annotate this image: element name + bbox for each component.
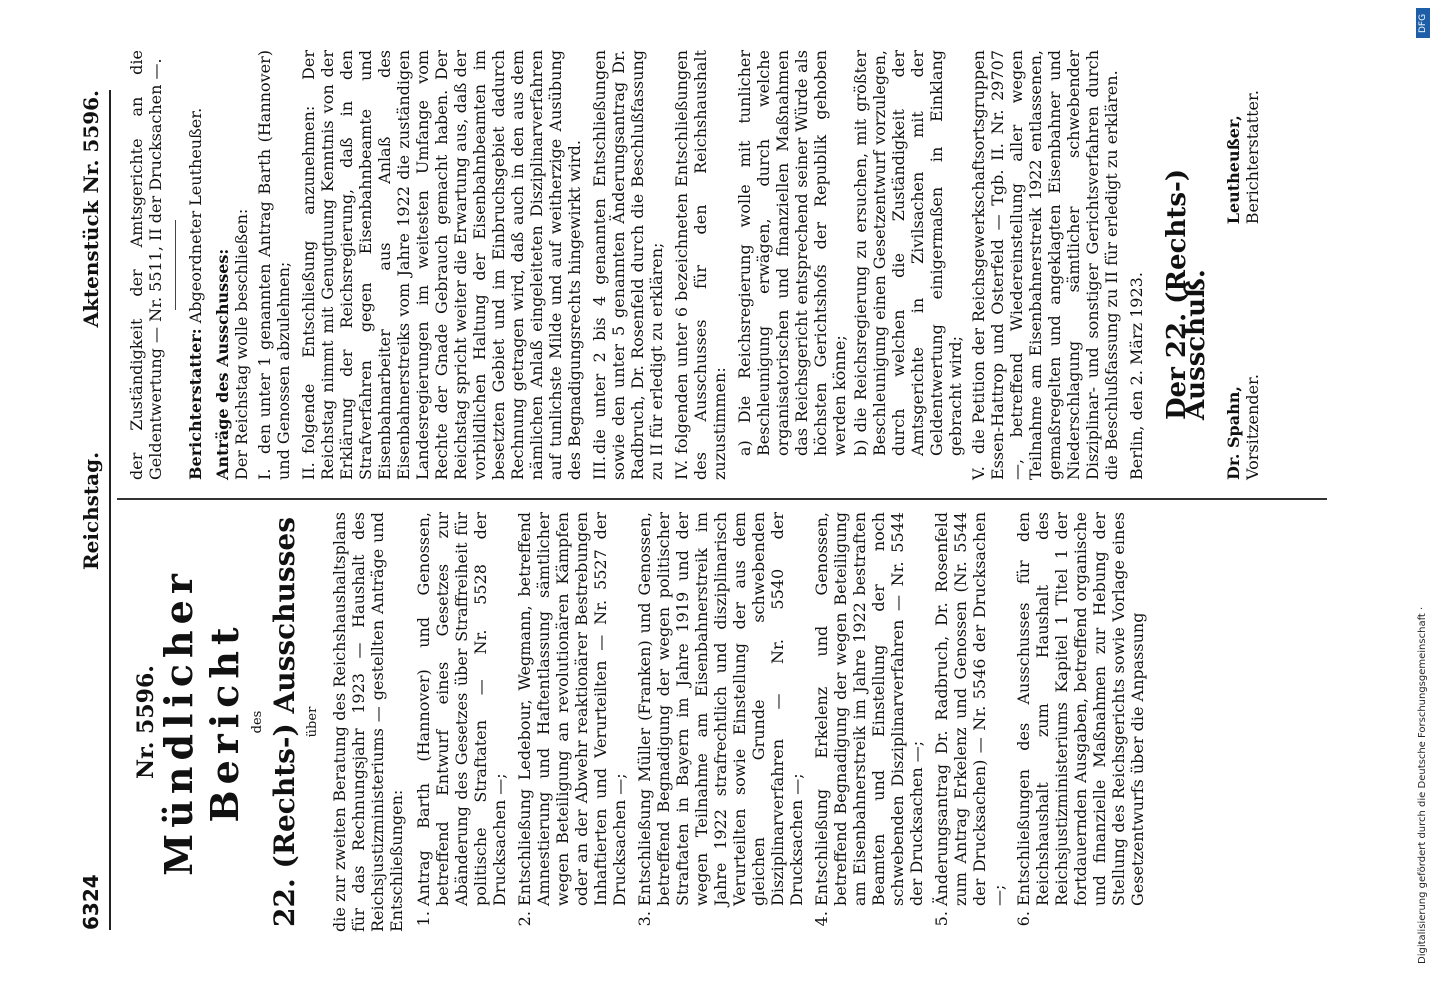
continuation-paragraph: der Zuständigkeit der Amtsgerichte an die Geldentwertung — Nr. 5511, II der Drucksachen —.	[127, 50, 165, 480]
report-title: Mündlicher Bericht	[156, 568, 247, 876]
resolution-text: folgenden unter 6 bezeichneten Entschließungen des Ausschusses für den Reichshaushalt zuzustimmen:	[672, 50, 729, 480]
motion-item: 2. Entschließung Ledebour, Wegmann, betreffend Amnestierung und Haftentlassung sämtlicher wegen Beteiligung an revolutionären Kämpfen oder an der Abwehr reaktionärer Bestrebungen Inhaftierten und Verurteilten — Nr. 5527 der Drucksachen —;	[515, 512, 629, 906]
title-des: des	[250, 710, 265, 734]
resolution-number: I.	[255, 468, 274, 480]
chair-name: Dr. Spahn,	[1224, 386, 1243, 480]
intro-paragraph: die zur zweiten Beratung des Reichshaushaltsplans für das Rechnungsjahr 1923 — Haushalt des Reichsjustizministeriums — gestellten Anträge und Entschließungen:	[330, 512, 406, 932]
reporter-signature	[1224, 90, 1262, 224]
motion-item: 1. Antrag Barth (Hannover) und Genossen, betreffend Entwurf eines Gesetzes zur Abänderung des Gesetzes über Straffreiheit für politische Straftaten — Nr. 5528 der Drucksachen —;	[414, 512, 509, 906]
resolution-number: V.	[969, 466, 988, 480]
title-ueber: über	[305, 706, 320, 738]
resolution-item	[969, 50, 1121, 480]
committee-signature: Der 22. (Rechts-) Ausschuß.	[1162, 168, 1211, 420]
resolution-list-v	[969, 50, 1121, 480]
reporter-text: Abgeordneter Leutheußer.	[186, 107, 205, 324]
reporter-label: Berichterstatter:	[186, 328, 205, 480]
sub-item-b: b) die Reichsregierung zu ersuchen, mit größter Beschleunigung einen Gesetzentwurf vorzulegen, durch welchen die Zuständigkeit der Amtsgerichte in Zivilsachen mit der Geldentwertung einigermaßen in Einklang gebracht wird;	[851, 50, 965, 456]
resolution-text: folgende Entschließung anzunehmen: Der Reichstag nimmt mit Genugtuung Kenntnis von der Erklärung der Reichsregierung, daß in den Strafverfahren gegen Eisenbahnbeamte und Eisenbahnarbeiter aus Anlaß des Eisenbahnerstreiks vom Jahre 1922 die zuständigen Landesregierungen im weitesten Umfange vom Rechte der Gnade Gebrauch gemacht haben. Der Reichstag spricht weiter die Erwartung aus, daß der vorbildlichen Haltung der Eisenbahnbeamten im besetzten Gebiet und im Einbruchsgebiet dadurch Rechnung getragen wird, daß auch in den aus dem nämlichen Anlaß eingeleiteten Disziplinarverfahren auf tunlichste Milde und auf weitherzige Ausübung des Begnadigungsrechts hingewirkt wird.	[299, 50, 584, 480]
sub-item-a: a) Die Reichsregierung wolle mit tunlicher Beschleunigung erwägen, durch welche organisatorischen und finanziellen Maßnahmen das Reichsgericht entsprechend seiner Würde als höchsten Gerichtshofs der Republik gehoben werden könne;	[735, 50, 849, 456]
motion-item: 4. Entschließung Erkelenz und Genossen, betreffend Begnadigung der wegen Beteiligung am Eisenbahnerstreik im Jahre 1922 bestraften Beamten und Einstellung der noch schwebenden Disziplinarverfahren — Nr. 5544 der Drucksachen —;	[812, 512, 926, 906]
resolution-list	[255, 50, 729, 480]
lead-sentence: Der Reichstag wolle beschließen:	[232, 208, 251, 480]
dfg-logo: DFG	[1416, 8, 1430, 38]
page-number: 6324	[79, 874, 103, 930]
resolution-item	[672, 50, 729, 480]
resolution-number: III.	[590, 455, 609, 480]
right-column	[119, 50, 1262, 480]
header-organization: Reichstag.	[79, 451, 103, 570]
motions-heading: Anträge des Ausschusses:	[213, 248, 232, 480]
reporter-role: Berichterstatter.	[1243, 90, 1262, 225]
resolution-item	[255, 50, 293, 480]
resolution-number: II.	[299, 462, 318, 480]
report-number: Nr. 5596.	[133, 665, 159, 779]
date-line: Berlin, den 2. März 1923.	[1127, 272, 1146, 480]
motion-item: 3. Entschließung Müller (Franken) und Genossen, betreffend Begnadigung der wegen politischer Straftaten in Bayern im Jahre 1919 und der wegen Teilnahme am Eisenbahnerstreik im Jahre 1922 strafrechtlich und disziplinarisch Verurteilten sowie Einstellung der aus dem gleichen Grunde schwebenden Disziplinarverfahren — Nr. 5540 der Drucksachen —;	[635, 512, 806, 906]
resolution-text: den unter 1 genannten Antrag Barth (Hannover) und Genossen abzulehnen;	[255, 50, 293, 480]
reporter-name: Leutheußer,	[1224, 115, 1243, 225]
chair-signature	[1224, 374, 1262, 480]
resolution-number: IV.	[672, 459, 691, 480]
resolution-text: die unter 2 bis 4 genannten Entschließungen sowie den unter 5 genannten Änderungsantrag Dr. Radbruch, Dr. Rosenfeld durch die Beschlußfassung zu II für erledigt zu erklären;	[590, 50, 666, 480]
digitization-credit: Digitalisierung gefördert durch die Deutsche Forschungsgemeinschaft ·	[1417, 606, 1428, 964]
signature-block	[1162, 50, 1262, 480]
left-column	[119, 512, 1153, 932]
separator-rule	[175, 220, 176, 310]
committee-name: 22. (Rechts-) Ausschusses	[268, 517, 301, 927]
motion-item: 5. Änderungsantrag Dr. Radbruch, Dr. Rosenfeld zum Antrag Erkelenz und Genossen (Nr. 5544 der Drucksachen) — Nr. 5546 der Drucksachen —;	[932, 512, 1008, 906]
resolution-text: die Petition der Reichsgewerkschaftsortsgruppen Essen-Hattrop und Osterfeld — Tgb. II. Nr. 29707 —, betreffend Wiedereinstellung aller wegen Teilnahme am Eisenbahnerstreik 1922 entlassenen, gemaßregelten und angeklagten Eisenbahner und Niederschlagung sämtlicher schwebender Disziplinar- und sonstiger Gerichtsverfahren durch die Beschlußfassung zu II für erledigt zu erklären.	[969, 50, 1121, 480]
scanned-page	[57, 0, 1327, 1000]
resolution-item	[299, 50, 584, 480]
motion-item: 6. Entschließungen des Ausschusses für den Reichshaushalt zum Haushalt des Reichsjustizministeriums Kapitel 1 Titel 1 der fortdauernden Ausgaben, betreffend organische und finanzielle Maßnahmen zur Hebung der Stellung des Reichsgerichts sowie Vorlage eines Gesetzentwurfs über die Anpassung	[1014, 512, 1147, 906]
header-document-number: Aktenstück Nr. 5596.	[79, 90, 103, 328]
motion-list	[414, 512, 1147, 932]
column-divider	[117, 498, 1327, 500]
page-header	[73, 90, 111, 930]
reporter-line	[186, 50, 205, 480]
resolution-item	[590, 50, 666, 480]
chair-role: Vorsitzender.	[1243, 373, 1262, 480]
signature-row	[1224, 50, 1262, 480]
